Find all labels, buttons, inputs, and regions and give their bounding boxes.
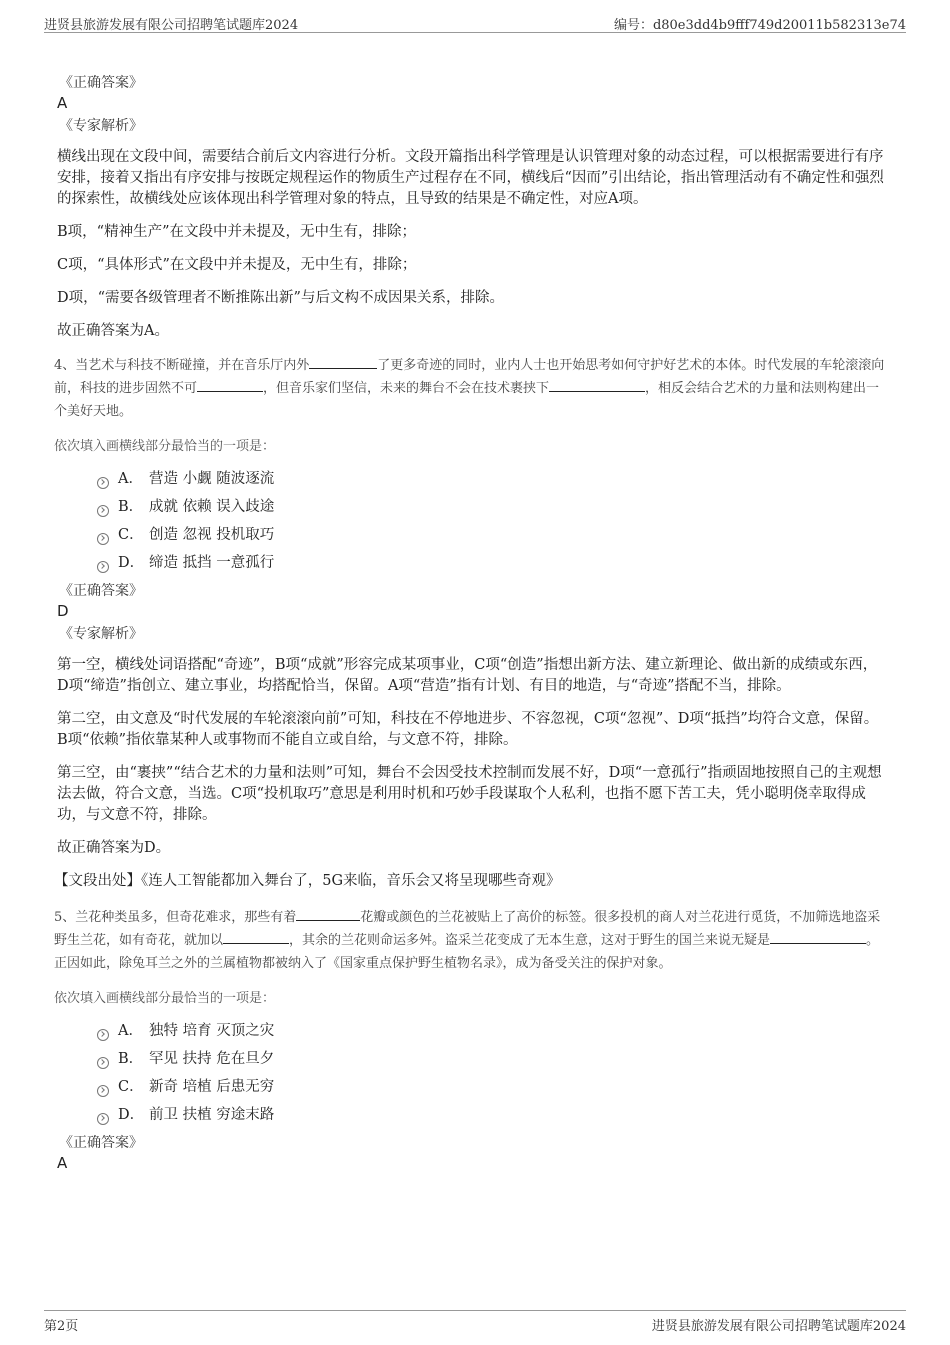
option-b[interactable]: B． 成就 依赖 误入歧途 <box>97 494 887 522</box>
analysis-paragraph: 第二空，由文意及“时代发展的车轮滚滚向前”可知，科技在不停地进步、不容忽视，C项“忽视”、D项“抵挡”均符合文意，保留。B项“依赖”指依靠某种人或事物而不能自立或自给，与文意不符，排除。 <box>57 711 879 748</box>
option-a[interactable]: A． 独特 培育 灭顶之灾 <box>97 1018 887 1046</box>
fill-blank <box>223 931 289 944</box>
answer-label: 《正确答案》 <box>59 1135 143 1151</box>
question-4-stem: 4、当艺术与科技不断碰撞，并在音乐厅内外 了更多奇迹的同时，业内人士也开始思考如何守护好艺术的本体。时代发展的车轮滚滚向前，科技的进步固然不可 ，但音乐家们坚信，未来的舞台不会在技术裹挟下 ，相反会结合艺术的力量和法则构建出一个美好天地。 <box>54 358 885 419</box>
radio-icon[interactable] <box>97 505 109 517</box>
radio-icon[interactable] <box>97 477 109 489</box>
question-5-stem: 5、兰花种类虽多，但奇花难求，那些有着 花瓣或颜色的兰花被贴上了高价的标签。很多投机的商人对兰花进行觅货，不加筛选地盗采野生兰花，如有奇花，就加以 ，其余的兰花则命运多舛。盗采兰花变成了无本生意，这对于野生的国兰来说无疑是 。正因如此，除兔耳兰之外的兰属植物都被纳入了《国家重点保护野生植物名录》，成为备受关注的保护对象。 <box>54 910 881 971</box>
page-header <box>44 12 906 33</box>
page-content <box>54 72 887 1172</box>
header-title: 进贤县旅游发展有限公司招聘笔试题库2024 <box>44 18 299 33</box>
page-number: 第2页 <box>44 1319 79 1334</box>
fill-blank <box>309 356 377 369</box>
option-b[interactable]: B． 罕见 扶持 危在旦夕 <box>97 1046 887 1074</box>
conclusion-paragraph: 故正确答案为A。 <box>57 323 169 339</box>
radio-icon[interactable] <box>97 1029 109 1041</box>
question-instruction: 依次填入画横线部分最恰当的一项是： <box>54 991 276 1006</box>
answer-value: A <box>57 94 68 112</box>
analysis-label: 《专家解析》 <box>59 118 143 134</box>
analysis-paragraph: D项，“需要各级管理者不断推陈出新”与后文构不成因果关系，排除。 <box>57 290 504 306</box>
radio-icon[interactable] <box>97 533 109 545</box>
fill-blank <box>549 379 645 392</box>
analysis-paragraph: C项，“具体形式”在文段中并未提及，无中生有，排除； <box>57 257 417 273</box>
option-a[interactable]: A． 营造 小觑 随波逐流 <box>97 466 887 494</box>
radio-icon[interactable] <box>97 1085 109 1097</box>
question-instruction: 依次填入画横线部分最恰当的一项是： <box>54 439 276 454</box>
options-list <box>57 466 887 578</box>
options-list <box>57 1018 887 1130</box>
footer-title: 进贤县旅游发展有限公司招聘笔试题库2024 <box>651 1319 906 1334</box>
radio-icon[interactable] <box>97 1057 109 1069</box>
answer-value: A <box>57 1154 68 1172</box>
fill-blank <box>197 379 263 392</box>
page-footer <box>44 1310 906 1335</box>
conclusion-paragraph: 故正确答案为D。 <box>57 840 171 856</box>
analysis-label: 《专家解析》 <box>59 626 143 642</box>
answer-label: 《正确答案》 <box>59 75 143 91</box>
fill-blank <box>296 908 360 921</box>
option-d[interactable]: D． 前卫 扶植 穷途末路 <box>97 1102 887 1130</box>
source-citation: 【文段出处】《连人工智能都加入舞台了，5G来临，音乐会又将呈现哪些奇观》 <box>54 873 561 889</box>
answer-label: 《正确答案》 <box>59 583 143 599</box>
analysis-paragraph: 第三空，由“裹挟”“结合艺术的力量和法则”可知，舞台不会因受技术控制而发展不好，D项“一意孤行”指顽固地按照自己的主观想法去做，符合文意，当选。C项“投机取巧”意思是利用时机和巧妙手段谋取个人私利，也指不愿下苦工夫，凭小聪明侥幸取得成功，与文意不符，排除。 <box>57 765 882 823</box>
analysis-paragraph: 横线出现在文段中间，需要结合前后文内容进行分析。文段开篇指出科学管理是认识管理对象的动态过程，可以根据需要进行有序安排，接着又指出有序安排与按既定规程运作的物质生产过程存在不同，横线后“因而”引出结论，指出管理活动有不确定性和强烈的探索性，故横线处应该体现出科学管理对象的特点，且导致的结果是不确定性，对应A项。 <box>57 149 884 207</box>
analysis-paragraph: 第一空，横线处词语搭配“奇迹”，B项“成就”形容完成某项事业，C项“创造”指想出新方法、建立新理论、做出新的成绩或东西，D项“缔造”指创立、建立事业，均搭配恰当，保留。A项“营造”指有计划、有目的地造，与“奇迹”搭配不当，排除。 <box>57 657 878 694</box>
fill-blank <box>770 931 866 944</box>
radio-icon[interactable] <box>97 561 109 573</box>
option-c[interactable]: C． 创造 忽视 投机取巧 <box>97 522 887 550</box>
analysis-paragraph: B项，“精神生产”在文段中并未提及，无中生有，排除； <box>57 224 416 240</box>
option-c[interactable]: C． 新奇 培植 后患无穷 <box>97 1074 887 1102</box>
radio-icon[interactable] <box>97 1113 109 1125</box>
header-doc-id: 编号：d80e3dd4b9fff749d20011b582313e74 <box>613 18 906 33</box>
option-d[interactable]: D． 缔造 抵挡 一意孤行 <box>97 550 887 578</box>
answer-value: D <box>57 602 69 620</box>
